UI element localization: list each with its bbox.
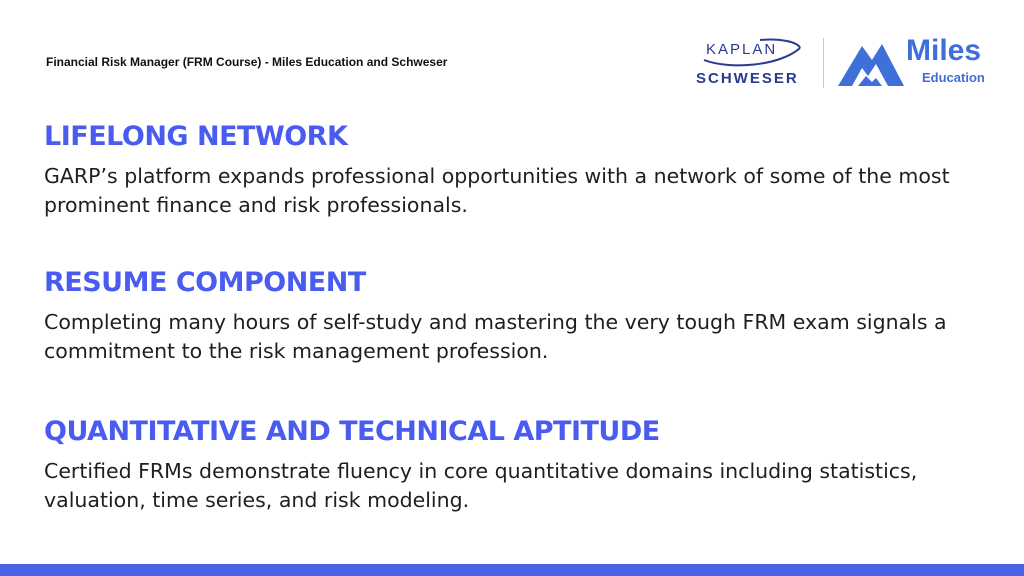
section-body: Certified FRMs demonstrate fluency in core quantitative domains including statistics, valuation, time series, and risk modeling. xyxy=(44,459,918,512)
section-lifelong-network xyxy=(44,120,994,220)
mountain-icon xyxy=(838,40,904,86)
miles-wordmark: Miles xyxy=(906,34,982,67)
bottom-accent-bar xyxy=(0,564,1024,576)
section-body: GARP’s platform expands professional opportunities with a network of some of the most prominent finance and risk professionals. xyxy=(44,164,950,217)
section-quantitative-aptitude xyxy=(44,415,994,515)
miles-education-logo xyxy=(838,34,998,88)
page-header-title: Financial Risk Manager (FRM Course) - Miles Education and Schweser xyxy=(46,55,448,69)
education-wordmark: Education xyxy=(922,70,985,85)
brand-logos xyxy=(690,30,1010,92)
section-heading: RESUME COMPONENT xyxy=(44,267,366,298)
section-heading: QUANTITATIVE AND TECHNICAL APTITUDE xyxy=(44,416,660,447)
kaplan-wordmark: KAPLAN xyxy=(706,41,778,58)
schweser-wordmark: SCHWESER xyxy=(696,70,799,87)
section-resume-component xyxy=(44,266,994,366)
section-heading: LIFELONG NETWORK xyxy=(44,121,348,152)
kaplan-schweser-logo xyxy=(696,34,806,90)
logo-divider xyxy=(823,38,824,88)
section-body: Completing many hours of self-study and mastering the very tough FRM exam signals a commitment to the risk management profession. xyxy=(44,310,947,363)
